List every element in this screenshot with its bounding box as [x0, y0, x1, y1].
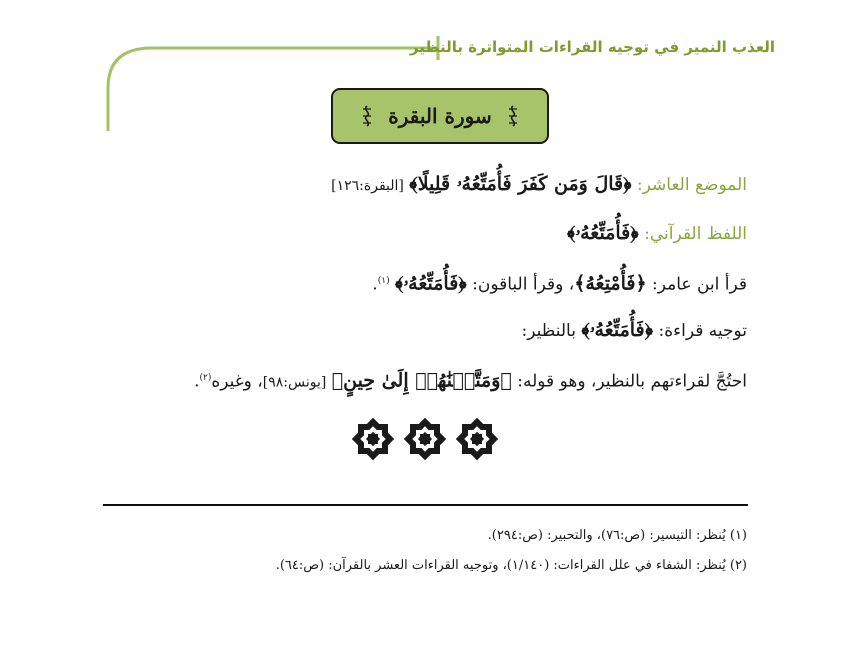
reading-ibn-amir-word: ﴿فَأُمْتِعُهُ﴾: [574, 272, 647, 295]
surah-banner: [331, 88, 549, 144]
justification-label: توجيه قراءة:: [658, 321, 747, 341]
position-label: الموضع العاشر:: [636, 175, 747, 195]
octagram-ornament-icon: [402, 416, 448, 462]
quranic-word: ﴿فَأُمَتِّعُهُۥ﴾: [566, 222, 639, 244]
quran-verse: ﴿قَالَ وَمَن كَفَرَ فَأُمَتِّعُهُۥ قَلِيلًا﴾: [409, 173, 632, 195]
quranic-word-line: [567, 219, 747, 248]
evidence-line: [194, 364, 747, 397]
footnote-1: (١) يُنظر: التيسير: (ص:٧٦)، والتحبير: (ص:٢٩٤).: [487, 528, 747, 543]
reading-ibn-amir-label: قرأ ابن عامر:: [652, 274, 747, 295]
surah-title: سورة البقرة: [388, 104, 492, 128]
position-line: [331, 170, 747, 200]
quranic-word-label: اللفظ القرآني:: [644, 224, 747, 244]
footnote-marker: (٢): [199, 373, 212, 383]
evidence-text: احتُجَّ لقراءتهم بالنظير، وهو قوله:: [517, 371, 747, 392]
justification-suffix: بالنظير:: [521, 321, 576, 341]
reading-others-word: ﴿فَأُمَتِّعُهُۥ﴾: [394, 272, 467, 295]
reading-justification-line: [522, 316, 747, 345]
evidence-suffix: ، وغيره: [211, 371, 263, 392]
running-header-title: العذب النمير في توجيه القراءات المتواترة بالنظير: [409, 38, 775, 56]
sentence-end: .: [372, 274, 378, 295]
octagram-ornament-icon: [454, 416, 500, 462]
evidence-reference: [يونس:٩٨]: [262, 374, 327, 391]
section-end-ornament: [350, 416, 500, 466]
evidence-verse: ﴿وَمَتَّعۡنَٰهُمۡ إِلَىٰ حِينٍ﴾: [331, 369, 512, 392]
readings-line: [372, 267, 747, 299]
octagram-ornament-icon: [350, 416, 396, 462]
floral-ornament-icon: [360, 104, 374, 128]
footnote-marker: (١): [377, 276, 390, 286]
footnote-2: (٢) يُنظر: الشفاء في علل القراءات: (١/١٤٠)، وتوجيه القراءات العشر بالقرآن: (ص:٦٤).: [275, 558, 747, 573]
footnote-divider: [103, 504, 748, 506]
floral-ornament-icon: [506, 104, 520, 128]
justification-word: ﴿فَأُمَتِّعُهُۥ﴾: [581, 319, 654, 341]
reading-others-label: ، وقرأ الباقون:: [472, 274, 575, 295]
sentence-end: .: [194, 371, 200, 392]
verse-reference: [البقرة:١٢٦]: [331, 178, 404, 194]
